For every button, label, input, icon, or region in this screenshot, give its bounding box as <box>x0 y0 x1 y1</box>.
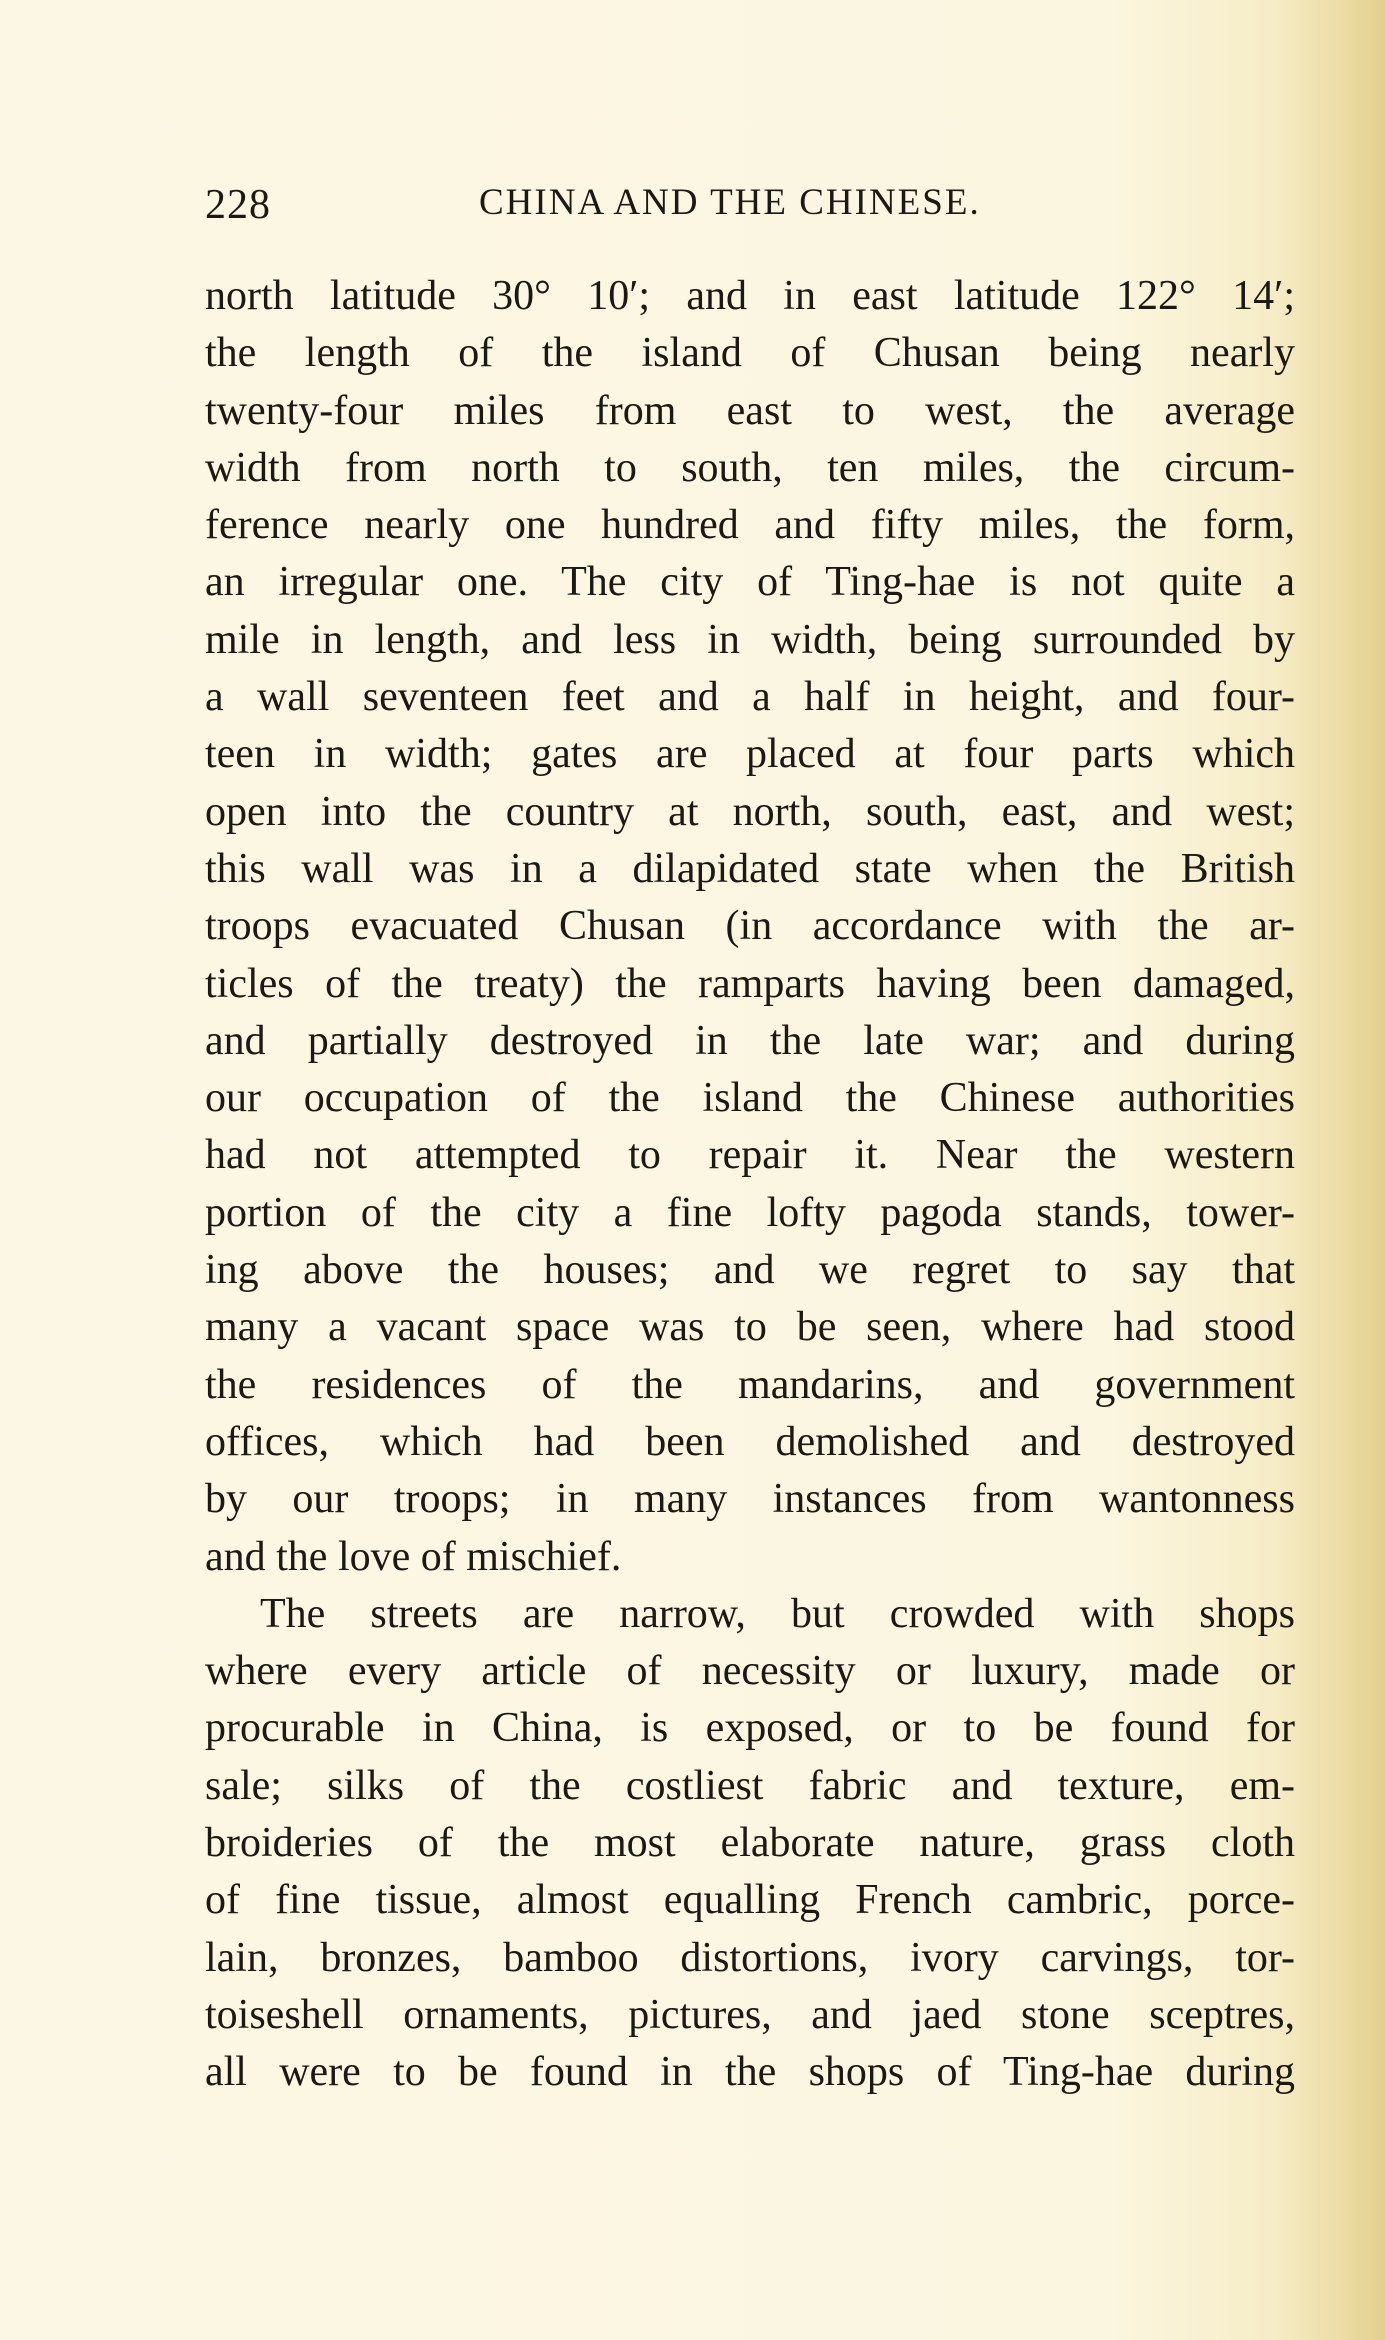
text-line: and the love of mischief. <box>205 1533 622 1580</box>
text-line: broideries of the most elaborate nature, grass cloth <box>205 1820 1295 1867</box>
text-line: the residences of the mandarins, and government <box>205 1361 1295 1408</box>
text-line: portion of the city a fine lofty pagoda stands, tower- <box>205 1189 1295 1236</box>
text-line: lain, bronzes, bamboo distortions, ivory carvings, tor- <box>205 1934 1295 1981</box>
text-line: had not attempted to repair it. Near the western <box>205 1132 1295 1179</box>
text-line: where every article of necessity or luxury, made or <box>205 1648 1295 1695</box>
text-line: a wall seventeen feet and a half in height, and four- <box>205 674 1295 721</box>
text-line: open into the country at north, south, east, and west; <box>205 788 1295 835</box>
text-line: ing above the houses; and we regret to say that <box>205 1247 1295 1294</box>
running-title: CHINA AND THE CHINESE. <box>479 182 981 223</box>
text-line: all were to be found in the shops of Ting-hae during <box>205 2049 1295 2096</box>
text-line: our occupation of the island the Chinese authorities <box>205 1075 1295 1122</box>
text-line: by our troops; in many instances from wantonness <box>205 1476 1295 1523</box>
text-line: of fine tissue, almost equalling French cambric, porce- <box>205 1877 1295 1924</box>
text-line: north latitude 30° 10′; and in east latitude 122° 14′; <box>205 273 1295 319</box>
text-line: offices, which had been demolished and destroyed <box>205 1418 1295 1465</box>
text-line: width from north to south, ten miles, the circum- <box>205 444 1295 491</box>
text-line: twenty-four miles from east to west, the average <box>205 387 1295 434</box>
text-line: ticles of the treaty) the ramparts having been damaged, <box>205 960 1295 1007</box>
text-line: mile in length, and less in width, being surrounded by <box>205 616 1295 663</box>
text-line: troops evacuated Chusan (in accordance with the ar- <box>205 903 1295 950</box>
page-header <box>205 181 1035 231</box>
text-line: sale; silks of the costliest fabric and texture, em- <box>205 1762 1295 1809</box>
body-text <box>205 268 1305 2102</box>
text-line: toiseshell ornaments, pictures, and jaed stone sceptres, <box>205 1991 1295 2038</box>
text-line: this wall was in a dilapidated state when the British <box>205 845 1295 892</box>
text-line: ference nearly one hundred and fifty miles, the form, <box>205 502 1295 549</box>
text-line: The streets are narrow, but crowded with shops <box>260 1590 1295 1637</box>
text-line: an irregular one. The city of Ting-hae is not quite a <box>205 559 1295 606</box>
page-number: 228 <box>205 182 271 228</box>
text-line: procurable in China, is exposed, or to be found for <box>205 1705 1295 1752</box>
text-line: and partially destroyed in the late war; and during <box>205 1017 1295 1064</box>
text-line: teen in width; gates are placed at four parts which <box>205 731 1295 778</box>
text-line: the length of the island of Chusan being nearly <box>205 330 1295 377</box>
text-line: many a vacant space was to be seen, where had stood <box>205 1304 1295 1351</box>
